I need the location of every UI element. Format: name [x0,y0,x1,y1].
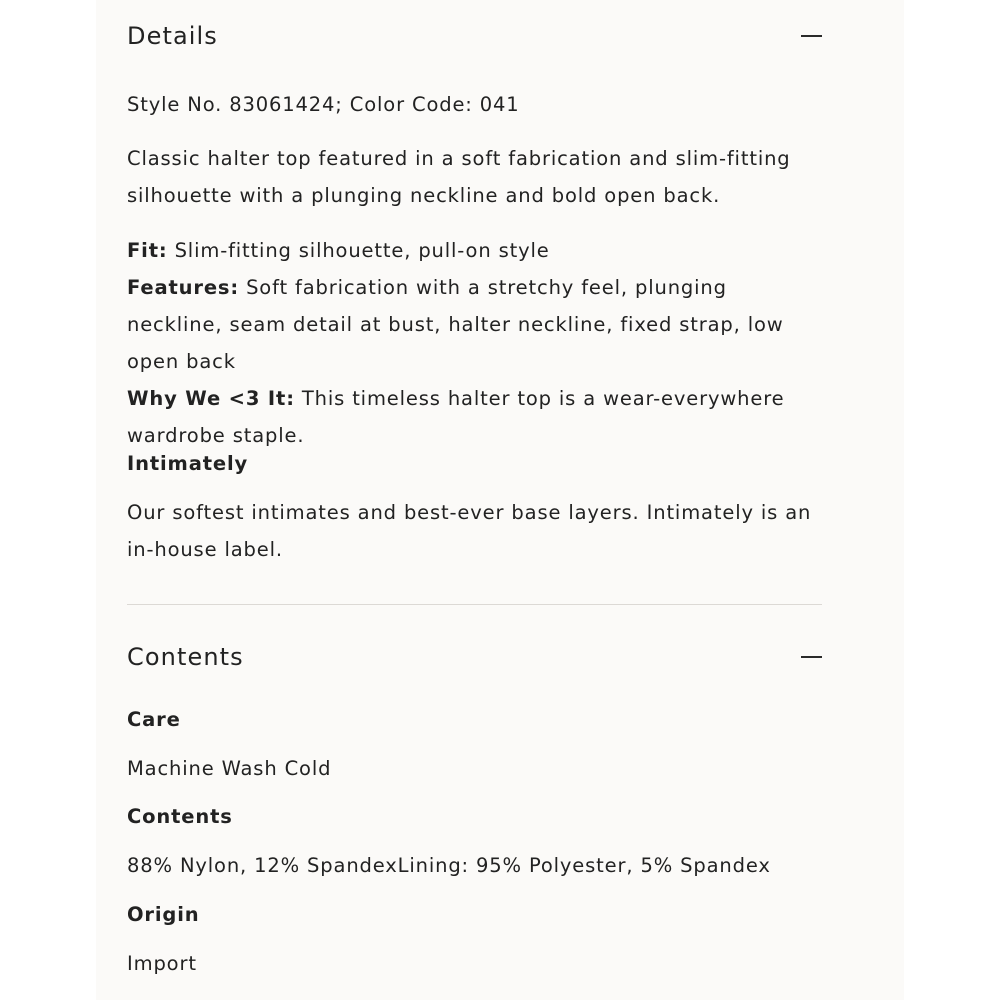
details-title: Details [127,22,218,50]
style-number: Style No. 83061424; Color Code: 041 [127,93,520,116]
brand-description: Our softest intimates and best-ever base layers. Intimately is an in-house label. [127,501,812,561]
minus-icon[interactable] [801,35,822,37]
care-label: Care [127,708,181,731]
contents-text: 88% Nylon, 12% SpandexLining: 95% Polyester, 5% Spandex [127,854,771,877]
product-specs [127,232,822,454]
origin-text: Import [127,952,197,975]
why-text: This timeless halter top is a wear-everywhere wardrobe staple. [127,387,785,447]
section-divider [127,604,822,605]
product-description: Classic halter top featured in a soft fabrication and slim-fitting silhouette with a plunging neckline and bold open back. [127,147,791,207]
brand-title: Intimately [127,452,249,475]
details-accordion-header[interactable] [127,16,822,56]
origin-label: Origin [127,903,200,926]
features-label: Features: [127,276,240,299]
why-label: Why We <3 It: [127,387,295,410]
contents-title: Contents [127,643,244,671]
fit-label: Fit: [127,239,168,262]
product-info-content [127,0,822,1000]
features-text: Soft fabrication with a stretchy feel, plunging neckline, seam detail at bust, halter neckline, fixed strap, low open back [127,276,784,373]
care-text: Machine Wash Cold [127,757,332,780]
contents-accordion-header[interactable] [127,637,822,677]
product-info-panel [96,0,904,1000]
fit-text: Slim-fitting silhouette, pull-on style [167,239,550,262]
minus-icon[interactable] [801,656,822,658]
contents-label: Contents [127,805,233,828]
